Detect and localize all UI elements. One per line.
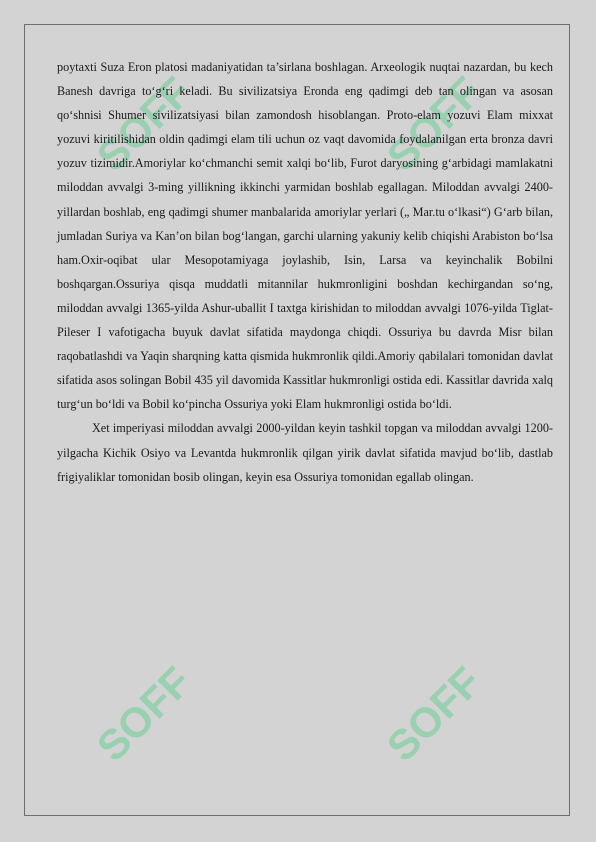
soff-watermark-logo — [360, 640, 510, 790]
soff-watermark-logo — [70, 640, 220, 790]
svg-text:SOFF: SOFF — [87, 67, 201, 181]
svg-text:SOFF: SOFF — [377, 657, 491, 771]
body-paragraph: poytaxti Suza Eron platosi madaniyatidan ta’sirlana boshlagan. Arxeologik nuqtai nazardan, bu kech Banesh davriga to‘g‘ri keladi. Bu sivilizatsiya Eronda eng qadimgi deb tan olingan va asosan qo‘shnisi Shumer sivilizatsiyasi bilan zamondosh hisoblangan. Proto-elam yozuvi Elam mixxat yozuvi kiritilishidan oldin qadimgi elam tili uchun oz vaqt davomida foydalanilgan erta bronza davri yozuv tizimidir.Amoriylar ko‘chmanchi semit xalqi bo‘lib, Furot daryosining g‘arbidagi mamlakatni miloddan avvalgi 3-ming yillikning ikkinchi yarmidan boshlab egallagan. Miloddan avvalgi 2400-yillardan boshlab, eng qadimgi shumer manbalarida amoriylar yerlari („ Mar.tu o‘lkasi“) G‘arb bilan, jumladan Suriya va Kan’on bilan bog‘langan, garchi ularning yakuniy kelib chiqishi Arabiston bo‘lsa ham.Oxir-oqibat ular Mesopotamiyaga joylashib, Isin, Larsa va keyinchalik Bobilni boshqargan.Ossuriya qisqa muddatli mitannilar hukmronligini boshdan kechirgandan so‘ng, miloddan avvalgi 1365-yilda Ashur-uballit I taxtga kirishidan to miloddan avvalgi 1076-yilda Tiglat-Pileser I vafotigacha buyuk davlat sifatida maydonga chiqdi. Ossuriya bu davrda Misr bilan raqobatlashdi va Yaqin sharqning katta qismida hukmronlik qildi.Amoriy qabilalari tomonidan davlat sifatida asos solingan Bobil 435 yil davomida Kassitlar hukmronligi ostida edi. Kassitlar davrida xalq turg‘un bo‘ldi va Bobil ko‘pincha Ossuriya yoki Elam hukmronligi ostida bo‘ldi. — [57, 60, 553, 412]
document-body — [57, 55, 553, 489]
body-paragraph: Xet imperiyasi miloddan avvalgi 2000-yildan keyin tashkil topgan va miloddan avvalgi 1200-yilgacha Kichik Osiyo va Levantda hukmronlik qilgan yirik davlat sifatida mavjud bo‘lib, dastlab frigiyaliklar tomonidan bosib olingan, keyin esa Ossuriya tomonidan egallab olingan. — [57, 421, 553, 484]
svg-text:SOFF: SOFF — [87, 657, 201, 771]
svg-text:SOFF: SOFF — [377, 67, 491, 181]
